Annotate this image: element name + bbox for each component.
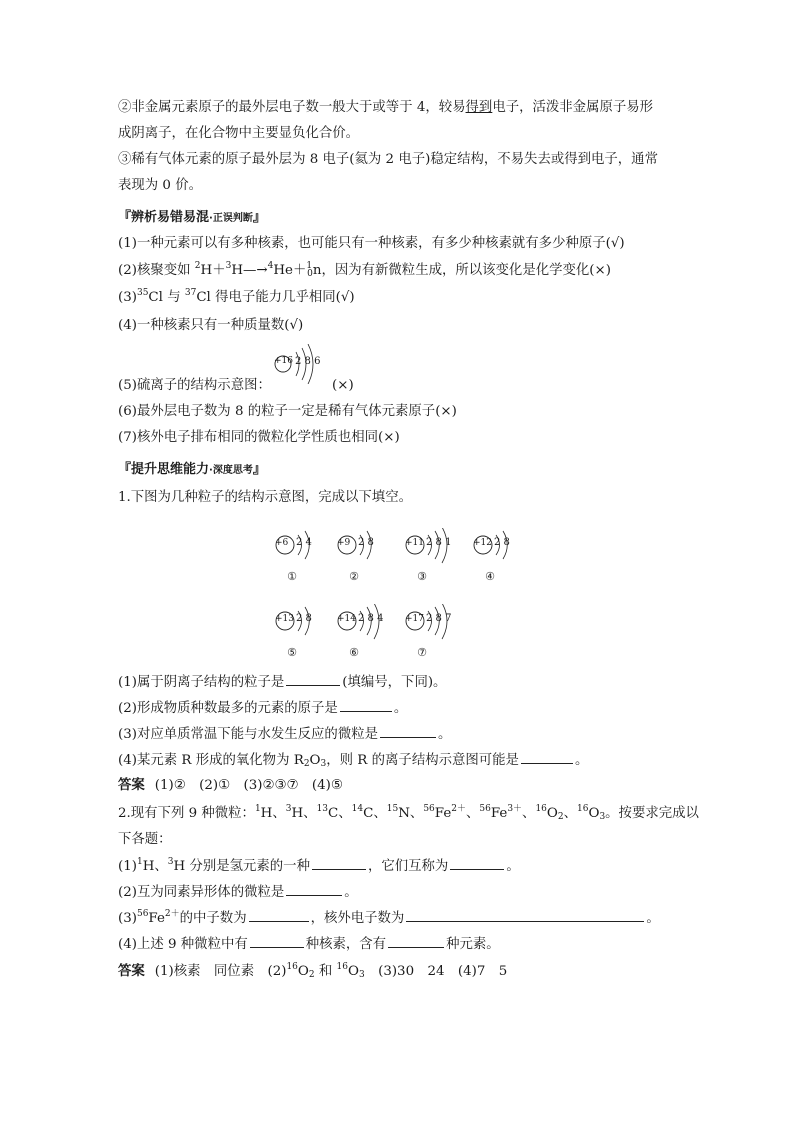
text: (4)上述 9 种微粒中有: [118, 937, 248, 952]
text: (5)硫离子的结构示意图：: [118, 378, 271, 393]
text: (3)对应单质常温下能与水发生反应的微粒是: [118, 727, 378, 742]
text: (2)形成物质种数最多的元素的原子是: [118, 701, 338, 716]
text: (3): [118, 290, 137, 305]
item-6: (6)最外层电子数为 8 的粒子一定是稀有气体元素原子(×): [118, 404, 457, 419]
atom-diagram: [404, 604, 468, 659]
text: ②非金属元素原子的最外层电子数一般大于或等于 4，较易: [118, 100, 466, 115]
text: 得电子能力几乎相同(√): [215, 290, 355, 305]
answer-text: (1)核素 同位素 (2): [154, 964, 287, 979]
section-title: 提升思维能力: [131, 462, 210, 477]
atom-nucleus: +14: [337, 614, 356, 624]
paragraph-noble-gas: ③稀有气体元素的原子最外层为 8 电子(氦为 2 电子)稳定结构，不易失去或得到电子，通常: [118, 152, 658, 167]
section-subtitle: ·正误判断: [209, 213, 253, 224]
answer-label: 答案: [118, 778, 145, 793]
section-title: 辨析易错易混: [131, 210, 210, 225]
text: H 分别是氢元素的一种: [173, 859, 310, 874]
text: 。: [506, 859, 520, 874]
atom-diagram: [274, 528, 338, 583]
sulfur-ion-diagram: [268, 344, 328, 388]
atom-label: ④: [485, 570, 495, 583]
text: ，它们互称为: [367, 859, 449, 874]
q2-part4: [118, 934, 500, 955]
atom-diagram: [404, 528, 468, 583]
atom-label: ⑥: [349, 646, 359, 659]
q2-part1: $(1)^1H$、$^3$H 分别是氢元素的一种 ，它们互称为 。: [118, 857, 520, 874]
text: 。: [646, 911, 660, 926]
bracket-right: 』: [252, 462, 266, 477]
item-5-mark: (×): [332, 378, 354, 393]
atom-label: ⑦: [417, 646, 427, 659]
atom-shells: 2 8 7: [426, 613, 452, 624]
atom-label: ①: [287, 570, 297, 583]
answer-blank[interactable]: [250, 934, 304, 948]
atom-nucleus: +13: [275, 614, 294, 624]
answer-label: 答案: [118, 964, 145, 979]
text: 。: [393, 701, 408, 716]
text: 电子，活泼非金属原子易形: [492, 100, 654, 115]
text: 种元素。: [446, 937, 500, 952]
atom-label: ③: [417, 570, 427, 583]
paragraph-nonmetal-cont: 成阴离子，在化合物中主要显负化合价。: [118, 126, 360, 141]
q1-part2: [118, 698, 407, 719]
answer-text: (1)② (2)① (3)②③⑦ (4)⑤: [154, 778, 343, 793]
bracket-right: 』: [252, 210, 266, 225]
atom-diagram: [472, 528, 536, 583]
text: (1)属于阴离子结构的粒子是: [118, 675, 285, 690]
text: (4)某元素 R 形成的氧化物为 R: [118, 753, 304, 768]
underlined-text: 得到: [465, 100, 493, 115]
item-1: (1)一种元素可以有多种核素，也可能只有一种核素，有多少种核素就有多少种原子(√): [118, 236, 625, 251]
text: 。: [344, 885, 358, 900]
q1-part4: (4)某元素 R 形成的氧化物为 $R_2O_3$，则 R 的离子结构示意图可能是 。: [118, 750, 588, 771]
answer-blank[interactable]: [286, 882, 342, 896]
text: ，则 R 的离子结构示意图可能是: [326, 753, 519, 768]
text: 的中子数为: [179, 911, 247, 926]
answer-blank[interactable]: [380, 724, 436, 738]
text: (2)互为同素异形体的微粒是: [118, 885, 285, 900]
answer-blank[interactable]: [286, 672, 340, 686]
sulfur-nucleus: +16: [274, 356, 293, 366]
answer-blank[interactable]: [388, 934, 444, 948]
text: H、: [142, 859, 168, 874]
section-header-discriminate: [118, 206, 266, 225]
paragraph-noble-gas-cont: 表现为 0 价。: [118, 178, 202, 193]
bracket-left: 『: [118, 462, 132, 477]
question-2-cont: 下各题：: [118, 832, 172, 847]
section-subtitle: ·深度思考: [209, 465, 253, 476]
answer-blank[interactable]: [340, 698, 392, 712]
answer-blank[interactable]: [249, 908, 309, 922]
text: ，因为有新微粒生成，所以该变化是化学变化(×): [321, 263, 611, 278]
atom-label: ②: [349, 570, 359, 583]
bracket-left: 『: [118, 210, 132, 225]
paragraph-nonmetal: [118, 98, 653, 118]
q1-part1: [118, 672, 446, 693]
atom-shells: 2 8 4: [358, 613, 384, 624]
atom-shells: 2 8 1: [426, 537, 452, 548]
text: 2.现有下列 9 种微粒：: [118, 806, 255, 821]
answer-1: [118, 776, 343, 796]
atom-nucleus: +9: [337, 538, 351, 548]
q2-part2: [118, 882, 358, 903]
text: 种核素，含有: [305, 937, 387, 952]
answer-2: 答案 (1)核素 同位素 $(2)^{16}O_2$ 和 $^{16}O_3$ (3)30 24 (4)7 5: [118, 962, 508, 980]
atom-diagram: [336, 528, 400, 583]
atom-shells: 2 8: [296, 613, 312, 624]
text: 。: [438, 727, 452, 742]
answer-blank[interactable]: [521, 750, 573, 764]
atom-shells: 2 8: [494, 537, 510, 548]
item-4: (4)一种核素只有一种质量数(√): [118, 318, 304, 333]
item-5: [118, 376, 271, 396]
atom-nucleus: +17: [405, 614, 424, 624]
answer-blank[interactable]: [406, 908, 644, 922]
atom-label: ⑤: [287, 646, 297, 659]
atom-nucleus: +11: [405, 538, 424, 548]
item-3: $(3)^{35}Cl$ 与 $^{37}$Cl 得电子能力几乎相同(√): [118, 288, 355, 305]
item-7: (7)核外电子排布相同的微粒化学性质也相同(×): [118, 430, 400, 445]
question-1: 1.下图为几种粒子的结构示意图，完成以下填空。: [118, 490, 412, 505]
q2-part3: $(3)^{56}Fe^{2+}$的中子数为 ，核外电子数为 。: [118, 909, 660, 926]
sulfur-shells: 2 8 6: [295, 356, 321, 367]
atom-diagram: [274, 604, 338, 659]
text: ，核外电子数为: [310, 911, 405, 926]
item-2: (2)核聚变如 $^2$H＋$^3$H—→$^4$He＋$^1_0$n，因为有新微粒生成，所以该变化是化学变化(×): [118, 261, 611, 279]
question-2: 2.现有下列 9 种微粒：$^1$H、$^3$H、$^{13}$C、$^{14}$C、$^{15}$N、$^{56}Fe^{2+}$、$^{56}Fe^{3+}$、$^{16}O_2$、$^{16}O_3$。按要求完成以: [118, 804, 699, 822]
atom-nucleus: +6: [275, 538, 289, 548]
atom-shells: 2 4: [296, 537, 312, 548]
answer-blank[interactable]: [312, 856, 366, 870]
q1-part3: [118, 724, 451, 745]
section-header-thinking: [118, 458, 266, 477]
atom-diagram: [336, 604, 400, 659]
text: 。: [574, 753, 589, 768]
text: 。按要求完成以: [605, 806, 699, 821]
text: (填编号，下同)。: [342, 675, 447, 690]
answer-blank[interactable]: [450, 856, 504, 870]
atom-nucleus: +12: [473, 538, 492, 548]
atom-shells: 2 8: [358, 537, 374, 548]
text: (2)核聚变如: [118, 263, 195, 278]
